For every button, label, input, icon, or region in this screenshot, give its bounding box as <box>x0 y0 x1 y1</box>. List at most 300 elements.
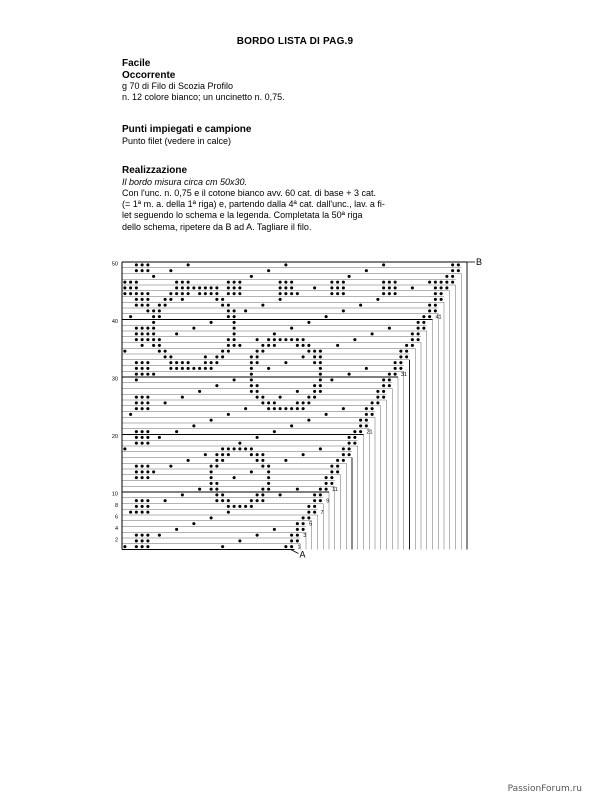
filled-cell <box>394 292 397 295</box>
filled-cell <box>135 396 138 399</box>
filled-cell <box>158 304 161 307</box>
filled-cell <box>261 493 264 496</box>
filled-cell <box>422 327 425 330</box>
filled-cell <box>141 465 144 468</box>
filled-cell <box>227 315 230 318</box>
filled-cell <box>290 286 293 289</box>
filled-cell <box>313 350 316 353</box>
filled-cell <box>267 344 270 347</box>
filled-cell <box>192 522 195 525</box>
filled-cell <box>405 344 408 347</box>
filled-cell <box>359 419 362 422</box>
filled-cell <box>135 499 138 502</box>
filled-cell <box>129 286 132 289</box>
filled-cell <box>353 442 356 445</box>
filled-cell <box>261 304 264 307</box>
filled-cell <box>451 263 454 266</box>
filled-cell <box>330 470 333 473</box>
row-label-right: 5 <box>309 521 313 528</box>
filled-cell <box>238 292 241 295</box>
filled-cell <box>434 292 437 295</box>
filled-cell <box>313 493 316 496</box>
instructions-line-2: (= 1ª m. a. della 1ª riga) e, partendo dalla 4ª cat. dall'unc., lav. a fi- <box>122 199 385 210</box>
filled-cell <box>273 430 276 433</box>
filled-cell <box>250 499 253 502</box>
difficulty-label: Facile <box>122 58 151 69</box>
filled-cell <box>146 407 149 410</box>
filled-cell <box>135 367 138 370</box>
filled-cell <box>135 476 138 479</box>
filled-cell <box>256 534 259 537</box>
filled-cell <box>135 539 138 542</box>
filled-cell <box>221 304 224 307</box>
filled-cell <box>181 361 184 364</box>
filled-cell <box>238 281 241 284</box>
filled-cell <box>261 344 264 347</box>
filled-cell <box>169 269 172 272</box>
filled-cell <box>428 281 431 284</box>
filled-cell <box>227 309 230 312</box>
filled-cell <box>227 350 230 353</box>
filled-cell <box>141 327 144 330</box>
filled-cell <box>440 281 443 284</box>
filled-cell <box>215 465 218 468</box>
filled-cell <box>319 361 322 364</box>
filled-cell <box>135 505 138 508</box>
filled-cell <box>215 493 218 496</box>
filled-cell <box>330 482 333 485</box>
filled-cell <box>348 442 351 445</box>
row-label-left: 50 <box>111 261 118 268</box>
filled-cell <box>141 269 144 272</box>
filled-cell <box>261 453 264 456</box>
filled-cell <box>175 367 178 370</box>
filled-cell <box>353 430 356 433</box>
filled-cell <box>233 292 236 295</box>
filled-cell <box>221 499 224 502</box>
filled-cell <box>135 545 138 548</box>
filled-cell <box>336 281 339 284</box>
filled-cell <box>445 281 448 284</box>
marker-a: A <box>299 549 306 560</box>
filled-cell <box>279 292 282 295</box>
filled-cell <box>227 499 230 502</box>
filled-cell <box>146 373 149 376</box>
filled-cell <box>434 298 437 301</box>
row-label-left: 4 <box>114 525 118 532</box>
filled-cell <box>284 263 287 266</box>
filled-cell <box>261 401 264 404</box>
filled-cell <box>204 367 207 370</box>
filled-cell <box>141 292 144 295</box>
filled-cell <box>382 390 385 393</box>
filled-cell <box>290 327 293 330</box>
filled-cell <box>146 499 149 502</box>
filled-cell <box>141 373 144 376</box>
filled-cell <box>146 401 149 404</box>
filled-cell <box>440 292 443 295</box>
filled-cell <box>123 545 126 548</box>
filled-cell <box>135 470 138 473</box>
filled-cell <box>399 355 402 358</box>
filled-cell <box>256 390 259 393</box>
filled-cell <box>388 384 391 387</box>
filled-cell <box>146 327 149 330</box>
filled-cell <box>152 332 155 335</box>
filled-cell <box>204 361 207 364</box>
filled-cell <box>181 286 184 289</box>
filled-cell <box>411 338 414 341</box>
filled-cell <box>152 373 155 376</box>
filled-cell <box>215 286 218 289</box>
filled-cell <box>146 476 149 479</box>
filled-cell <box>307 344 310 347</box>
filled-cell <box>129 413 132 416</box>
row-label-left: 40 <box>111 318 118 325</box>
filled-cell <box>141 499 144 502</box>
filled-cell <box>250 373 253 376</box>
row-label-left: 20 <box>111 433 118 440</box>
filled-cell <box>267 401 270 404</box>
filled-cell <box>273 528 276 531</box>
filled-cell <box>135 281 138 284</box>
filled-cell <box>284 407 287 410</box>
filled-cell <box>175 286 178 289</box>
filled-cell <box>348 447 351 450</box>
filled-cell <box>279 286 282 289</box>
filled-cell <box>129 281 132 284</box>
filled-cell <box>261 459 264 462</box>
filled-cell <box>267 482 270 485</box>
filled-cell <box>135 332 138 335</box>
filled-cell <box>169 465 172 468</box>
filled-cell <box>152 344 155 347</box>
filled-cell <box>376 401 379 404</box>
filled-cell <box>348 453 351 456</box>
filled-cell <box>164 304 167 307</box>
filled-cell <box>428 309 431 312</box>
filled-cell <box>135 401 138 404</box>
filled-cell <box>290 534 293 537</box>
filled-cell <box>382 286 385 289</box>
filled-cell <box>273 407 276 410</box>
filled-cell <box>135 430 138 433</box>
row-label-right: 41 <box>435 314 442 321</box>
filled-cell <box>250 367 253 370</box>
filled-cell <box>256 396 259 399</box>
filled-cell <box>325 476 328 479</box>
filled-cell <box>296 528 299 531</box>
filled-cell <box>319 367 322 370</box>
filled-cell <box>210 516 213 519</box>
filled-cell <box>141 344 144 347</box>
filled-cell <box>135 465 138 468</box>
filled-cell <box>250 505 253 508</box>
filled-cell <box>359 304 362 307</box>
filled-cell <box>279 493 282 496</box>
filled-cell <box>394 361 397 364</box>
filled-cell <box>198 488 201 491</box>
filled-cell <box>296 292 299 295</box>
filled-cell <box>279 338 282 341</box>
filled-cell <box>296 407 299 410</box>
filled-cell <box>238 447 241 450</box>
filled-cell <box>313 286 316 289</box>
filled-cell <box>141 476 144 479</box>
filled-cell <box>342 292 345 295</box>
row-label-left: 2 <box>114 537 118 544</box>
filled-cell <box>210 367 213 370</box>
filled-cell <box>256 436 259 439</box>
filled-cell <box>267 338 270 341</box>
filled-cell <box>135 511 138 514</box>
filled-cell <box>342 309 345 312</box>
filled-cell <box>376 390 379 393</box>
filled-cell <box>238 286 241 289</box>
filled-cell <box>319 350 322 353</box>
filled-cell <box>215 355 218 358</box>
chart-grid <box>122 262 467 550</box>
filled-cell <box>279 298 282 301</box>
filled-cell <box>152 338 155 341</box>
filled-cell <box>342 447 345 450</box>
filled-cell <box>181 367 184 370</box>
filled-cell <box>319 488 322 491</box>
filled-cell <box>169 298 172 301</box>
filled-cell <box>307 396 310 399</box>
filled-cell <box>359 424 362 427</box>
filled-cell <box>233 476 236 479</box>
filled-cell <box>325 315 328 318</box>
filled-cell <box>146 430 149 433</box>
filled-cell <box>164 350 167 353</box>
filled-cell <box>146 396 149 399</box>
filled-cell <box>129 315 132 318</box>
filled-cell <box>353 338 356 341</box>
filled-cell <box>296 488 299 491</box>
filled-cell <box>233 344 236 347</box>
filled-cell <box>187 292 190 295</box>
filled-cell <box>215 499 218 502</box>
filled-cell <box>158 315 161 318</box>
filled-cell <box>428 304 431 307</box>
filled-cell <box>325 413 328 416</box>
filled-cell <box>256 384 259 387</box>
filled-cell <box>129 292 132 295</box>
filled-cell <box>158 534 161 537</box>
filled-cell <box>256 338 259 341</box>
filled-cell <box>279 396 282 399</box>
filled-cell <box>233 338 236 341</box>
filled-cell <box>267 488 270 491</box>
filled-cell <box>227 281 230 284</box>
filled-cell <box>307 401 310 404</box>
filled-cell <box>192 286 195 289</box>
filled-cell <box>376 396 379 399</box>
filled-cell <box>198 286 201 289</box>
filled-cell <box>307 350 310 353</box>
filled-cell <box>336 459 339 462</box>
filled-cell <box>210 470 213 473</box>
filled-cell <box>336 292 339 295</box>
filled-cell <box>296 344 299 347</box>
filled-cell <box>342 286 345 289</box>
filled-cell <box>141 511 144 514</box>
filled-cell <box>296 534 299 537</box>
filled-cell <box>141 539 144 542</box>
filled-cell <box>434 281 437 284</box>
row-label-left: 8 <box>114 502 118 509</box>
row-label-right: 7 <box>320 510 324 516</box>
filled-cell <box>394 373 397 376</box>
filled-cell <box>141 367 144 370</box>
filled-cell <box>371 407 374 410</box>
filled-cell <box>348 373 351 376</box>
filled-cell <box>296 522 299 525</box>
filled-cell <box>313 390 316 393</box>
filled-cell <box>284 361 287 364</box>
filled-cell <box>382 292 385 295</box>
filled-cell <box>141 401 144 404</box>
filled-cell <box>290 281 293 284</box>
filled-cell <box>146 309 149 312</box>
filled-cell <box>405 355 408 358</box>
filled-cell <box>330 378 333 381</box>
filled-cell <box>146 361 149 364</box>
filled-cell <box>210 419 213 422</box>
filled-cell <box>279 281 282 284</box>
filled-cell <box>158 350 161 353</box>
stitches-text: Punto filet (vedere in calce) <box>122 135 232 146</box>
filled-cell <box>215 453 218 456</box>
filled-cell <box>394 286 397 289</box>
filled-cell <box>261 465 264 468</box>
filled-cell <box>141 361 144 364</box>
filled-cell <box>376 298 379 301</box>
filled-cell <box>187 367 190 370</box>
filled-cell <box>141 407 144 410</box>
filled-cell <box>221 355 224 358</box>
filled-cell <box>135 298 138 301</box>
filled-cell <box>141 505 144 508</box>
filled-cell <box>342 459 345 462</box>
filled-cell <box>399 350 402 353</box>
filled-cell <box>227 447 230 450</box>
filled-cell <box>221 459 224 462</box>
filled-cell <box>129 511 132 514</box>
filled-cell <box>135 338 138 341</box>
filled-cell <box>141 545 144 548</box>
filled-cell <box>244 407 247 410</box>
filled-cell <box>279 407 282 410</box>
filled-cell <box>210 361 213 364</box>
filled-cell <box>227 413 230 416</box>
filled-cell <box>302 407 305 410</box>
filled-cell <box>169 367 172 370</box>
filled-cell <box>411 344 414 347</box>
filled-cell <box>175 292 178 295</box>
filled-cell <box>233 378 236 381</box>
filled-cell <box>210 465 213 468</box>
filled-cell <box>141 430 144 433</box>
filled-cell <box>164 355 167 358</box>
filled-cell <box>158 436 161 439</box>
filled-cell <box>135 292 138 295</box>
materials-heading: Occorrente <box>122 69 176 81</box>
filled-cell <box>175 361 178 364</box>
filled-cell <box>175 430 178 433</box>
filled-cell <box>325 482 328 485</box>
filled-cell <box>313 396 316 399</box>
filled-cell <box>135 361 138 364</box>
filled-cell <box>123 350 126 353</box>
filled-cell <box>284 338 287 341</box>
filled-cell <box>371 401 374 404</box>
filled-cell <box>371 413 374 416</box>
filled-cell <box>146 304 149 307</box>
filled-cell <box>296 390 299 393</box>
filled-cell <box>313 355 316 358</box>
filled-cell <box>141 534 144 537</box>
filled-cell <box>411 332 414 335</box>
filled-cell <box>135 442 138 445</box>
filled-cell <box>319 378 322 381</box>
filled-cell <box>250 390 253 393</box>
filled-cell <box>210 292 213 295</box>
filled-cell <box>181 298 184 301</box>
filled-cell <box>135 378 138 381</box>
filled-cell <box>215 384 218 387</box>
filled-cell <box>152 321 155 324</box>
filled-cell <box>204 292 207 295</box>
filled-cell <box>233 332 236 335</box>
filled-cell <box>256 453 259 456</box>
filled-cell <box>250 453 253 456</box>
filled-cell <box>158 338 161 341</box>
filled-cell <box>221 298 224 301</box>
filled-cell <box>267 407 270 410</box>
filled-cell <box>250 361 253 364</box>
filled-cell <box>204 355 207 358</box>
filled-cell <box>342 281 345 284</box>
filled-cell <box>221 453 224 456</box>
filled-cell <box>192 367 195 370</box>
filled-cell <box>152 327 155 330</box>
filled-cell <box>313 505 316 508</box>
filled-cell <box>210 286 213 289</box>
filled-cell <box>221 447 224 450</box>
filled-cell <box>210 476 213 479</box>
filled-cell <box>302 355 305 358</box>
filled-cell <box>187 281 190 284</box>
row-label-right: 9 <box>326 498 330 505</box>
row-label-right: 11 <box>332 487 338 493</box>
filled-cell <box>146 511 149 514</box>
filled-cell <box>319 373 322 376</box>
filled-cell <box>227 338 230 341</box>
filled-cell <box>365 269 368 272</box>
filled-cell <box>146 545 149 548</box>
filled-cell <box>164 401 167 404</box>
filled-cell <box>244 309 247 312</box>
filled-cell <box>388 286 391 289</box>
filled-cell <box>365 424 368 427</box>
filled-cell <box>221 545 224 548</box>
filled-cell <box>330 292 333 295</box>
filled-cell <box>227 511 230 514</box>
filled-cell <box>250 470 253 473</box>
filled-cell <box>146 534 149 537</box>
